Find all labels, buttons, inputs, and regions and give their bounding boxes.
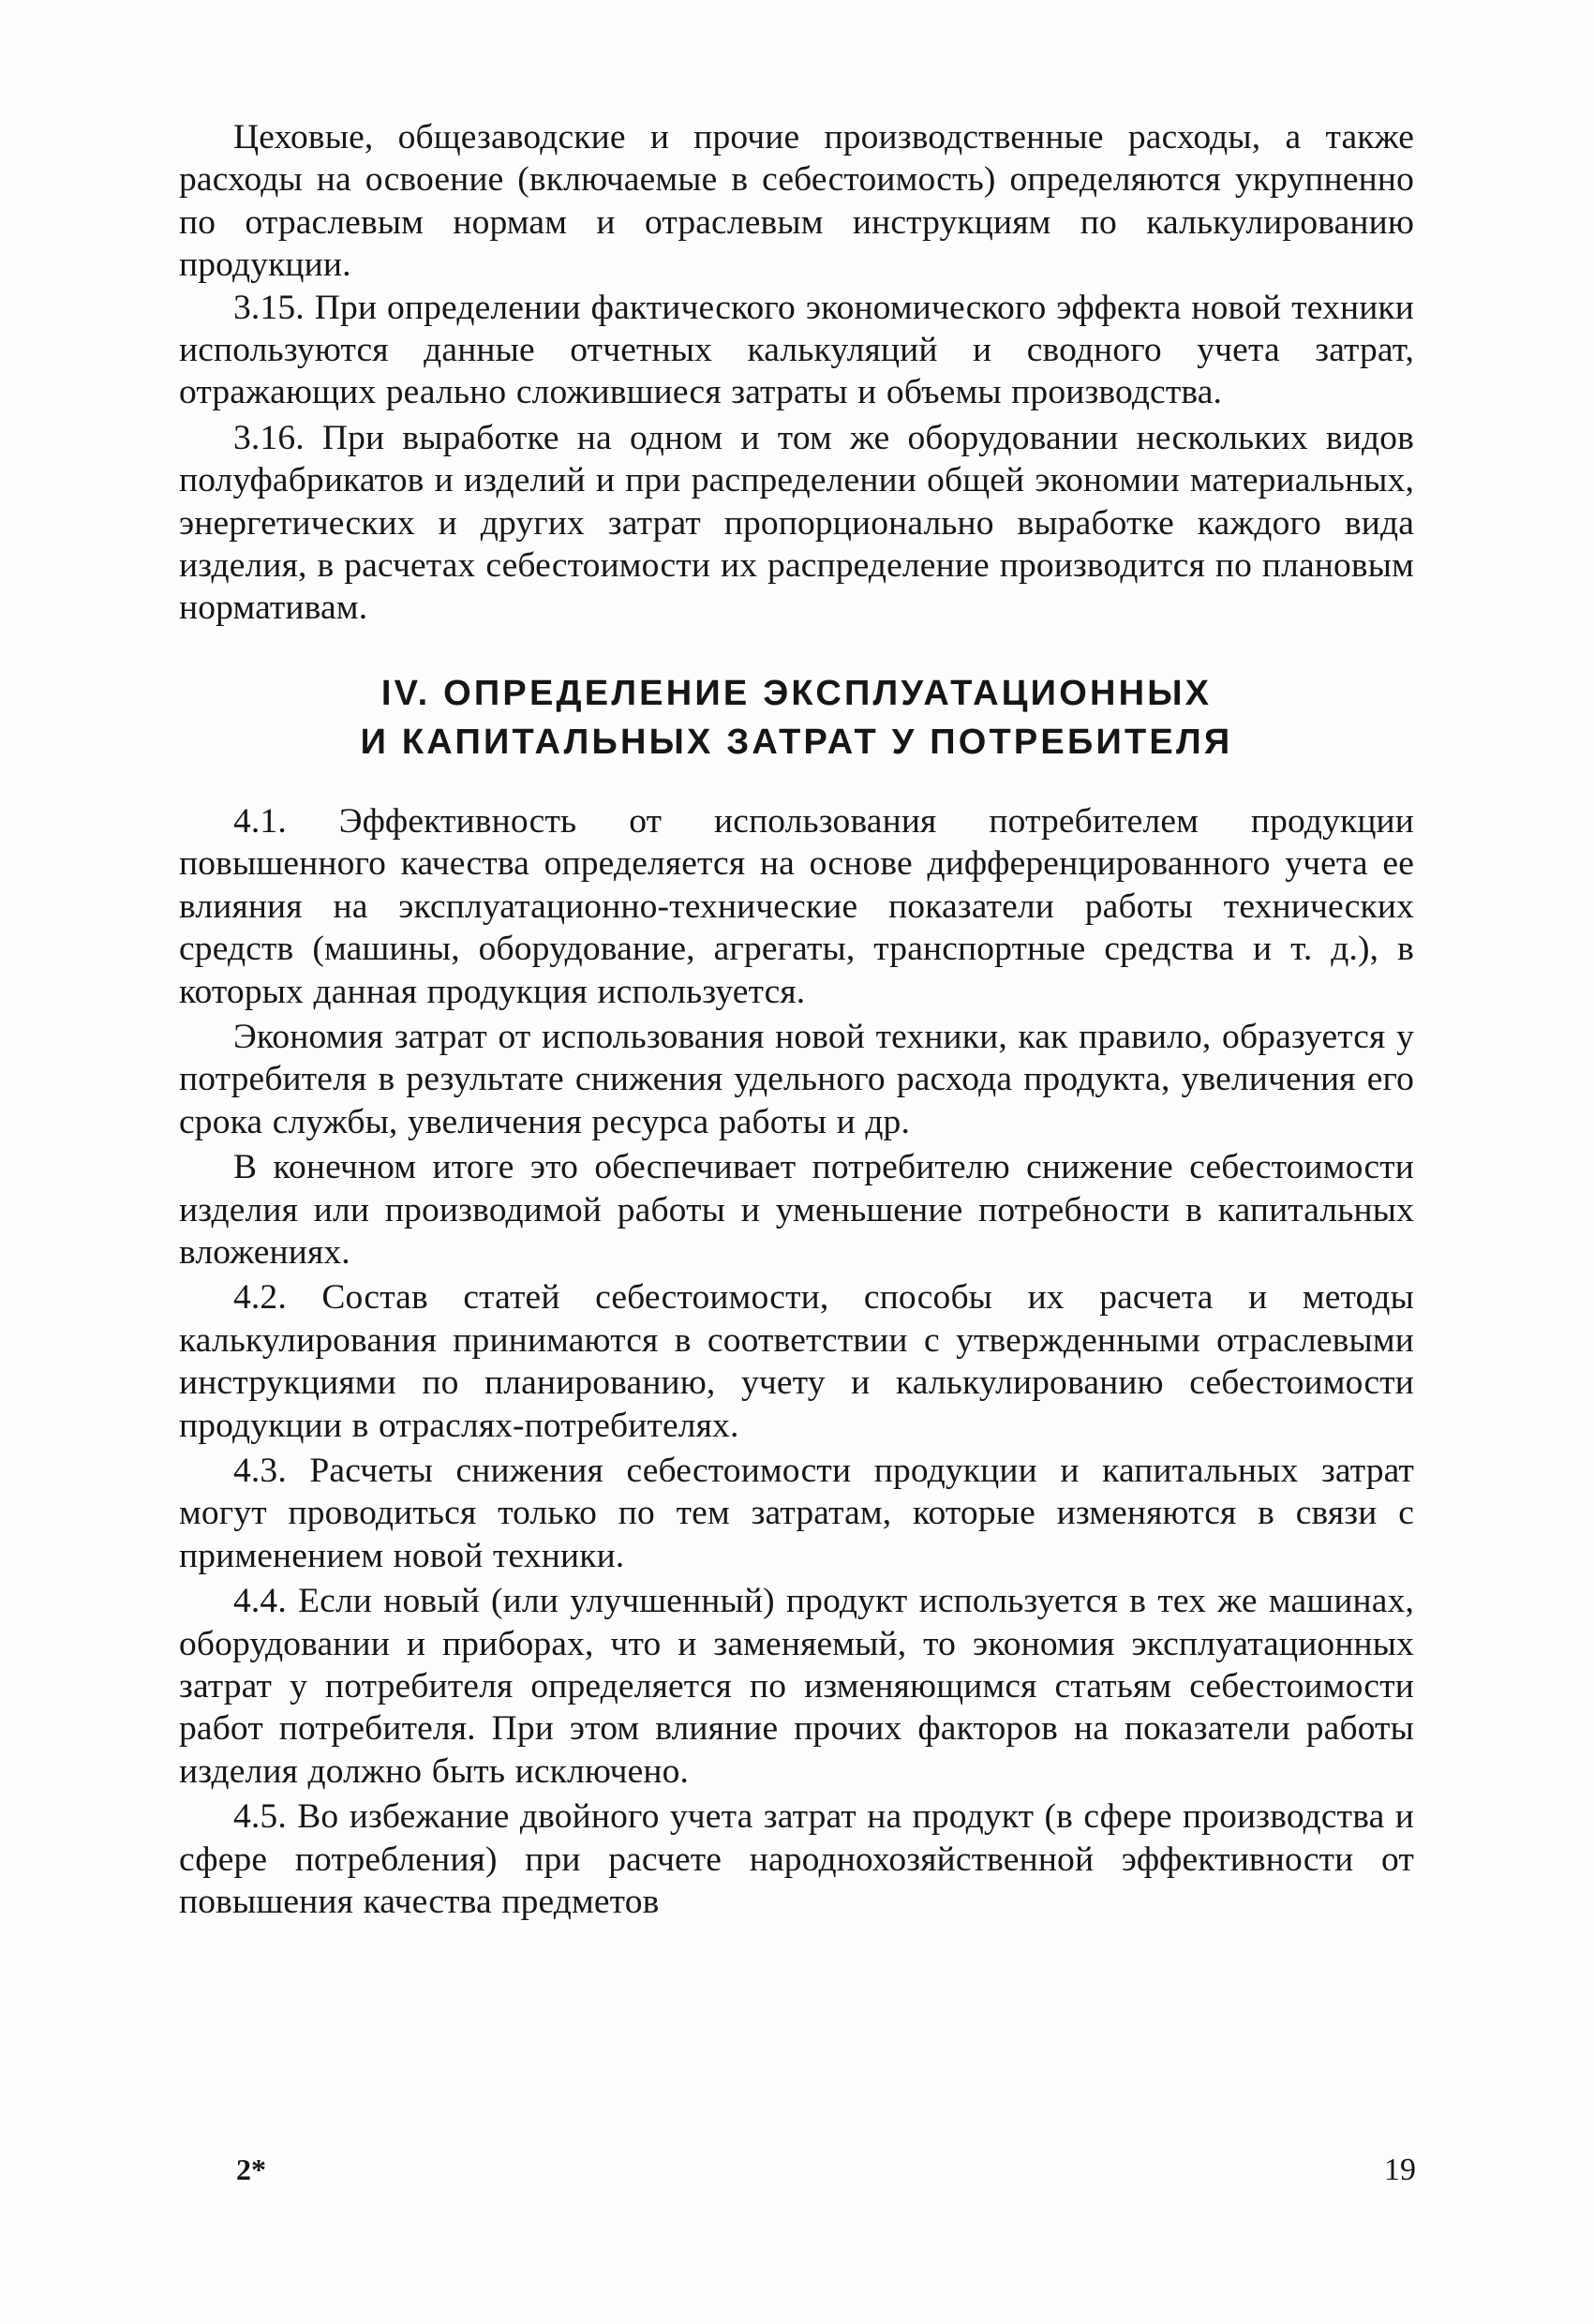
paragraph-4-4: 4.4. Если новый (или улучшенный) продукт используется в тех же машинах, оборудовании и приборах, что и заменяемый, то экономия эксплуатационных затрат у потребителя определяется по изменяющимся статьям себестоимости работ потребителя. При этом влияние прочих факторов на показатели работы изделия должно быть исключено.	[179, 1582, 1414, 1791]
paragraph-3-15: 3.15. При определении фактического экономического эффекта новой техники используются данные отчетных калькуляций и сводного учета затрат, отражающих реально сложившиеся затраты и объемы производства.	[179, 288, 1414, 412]
paragraph-4-3: 4.3. Расчеты снижения себестоимости продукции и капитальных затрат могут проводиться только по тем затратам, которые изменяются в связи с применением новой техники.	[179, 1451, 1414, 1575]
paragraph-4-2: 4.2. Состав статей себестоимости, способы их расчета и методы калькулирования принимаются в соответствии с утвержденными отраслевыми инструкциями по планированию, учету и калькулированию себестоимости продукции в отраслях-потребителях.	[179, 1278, 1414, 1445]
paragraph-final-result: В конечном итоге это обеспечивает потребителю снижение себестоимости изделия или производимой работы и уменьшение потребности в капитальных вложениях.	[179, 1148, 1414, 1272]
section-heading-line-1: IV. ОПРЕДЕЛЕНИЕ ЭКСПЛУАТАЦИОННЫХ	[380, 673, 1213, 713]
body-text	[179, 116, 1414, 1923]
page-number: 19	[1384, 2153, 1416, 2187]
paragraph-savings: Экономия затрат от использования новой техники, как правило, образуется у потребителя в результате снижения удельного расхода продукта, увеличения его срока службы, увеличения ресурса работы и др.	[179, 1017, 1414, 1141]
signature-mark: 2*	[236, 2153, 266, 2186]
paragraph-3-16: 3.16. При выработке на одном и том же оборудовании нескольких видов полуфабрикатов и изделий и при распределении общей экономии материальных, энергетических и других затрат пропорционально выработке каждого вида изделия, в расчетах себестоимости их распределение производится по плановым нормативам.	[179, 418, 1414, 628]
paragraph-4-5: 4.5. Во избежание двойного учета затрат на продукт (в сфере производства и сфере потребления) при расчете народнохозяйственной эффективности от повышения качества предметов	[179, 1797, 1414, 1922]
paragraph-overhead-costs: Цеховые, общезаводские и прочие производственные расходы, а также расходы на освоение (включаемые в себестоимость) определяются укрупненно по отраслевым нормам и отраслевым инструкциям по калькулированию продукции.	[179, 118, 1414, 285]
section-heading	[179, 669, 1414, 767]
section-heading-line-2: И КАПИТАЛЬНЫХ ЗАТРАТ У ПОТРЕБИТЕЛЯ	[360, 722, 1233, 762]
paragraph-4-1: 4.1. Эффективность от использования потребителем продукции повышенного качества определяется на основе дифференцированного учета ее влияния на эксплуатационно-технические показатели работы технических средств (машины, оборудование, агрегаты, транспортные средства и т. д.), в которых данная продукция используется.	[179, 801, 1414, 1011]
